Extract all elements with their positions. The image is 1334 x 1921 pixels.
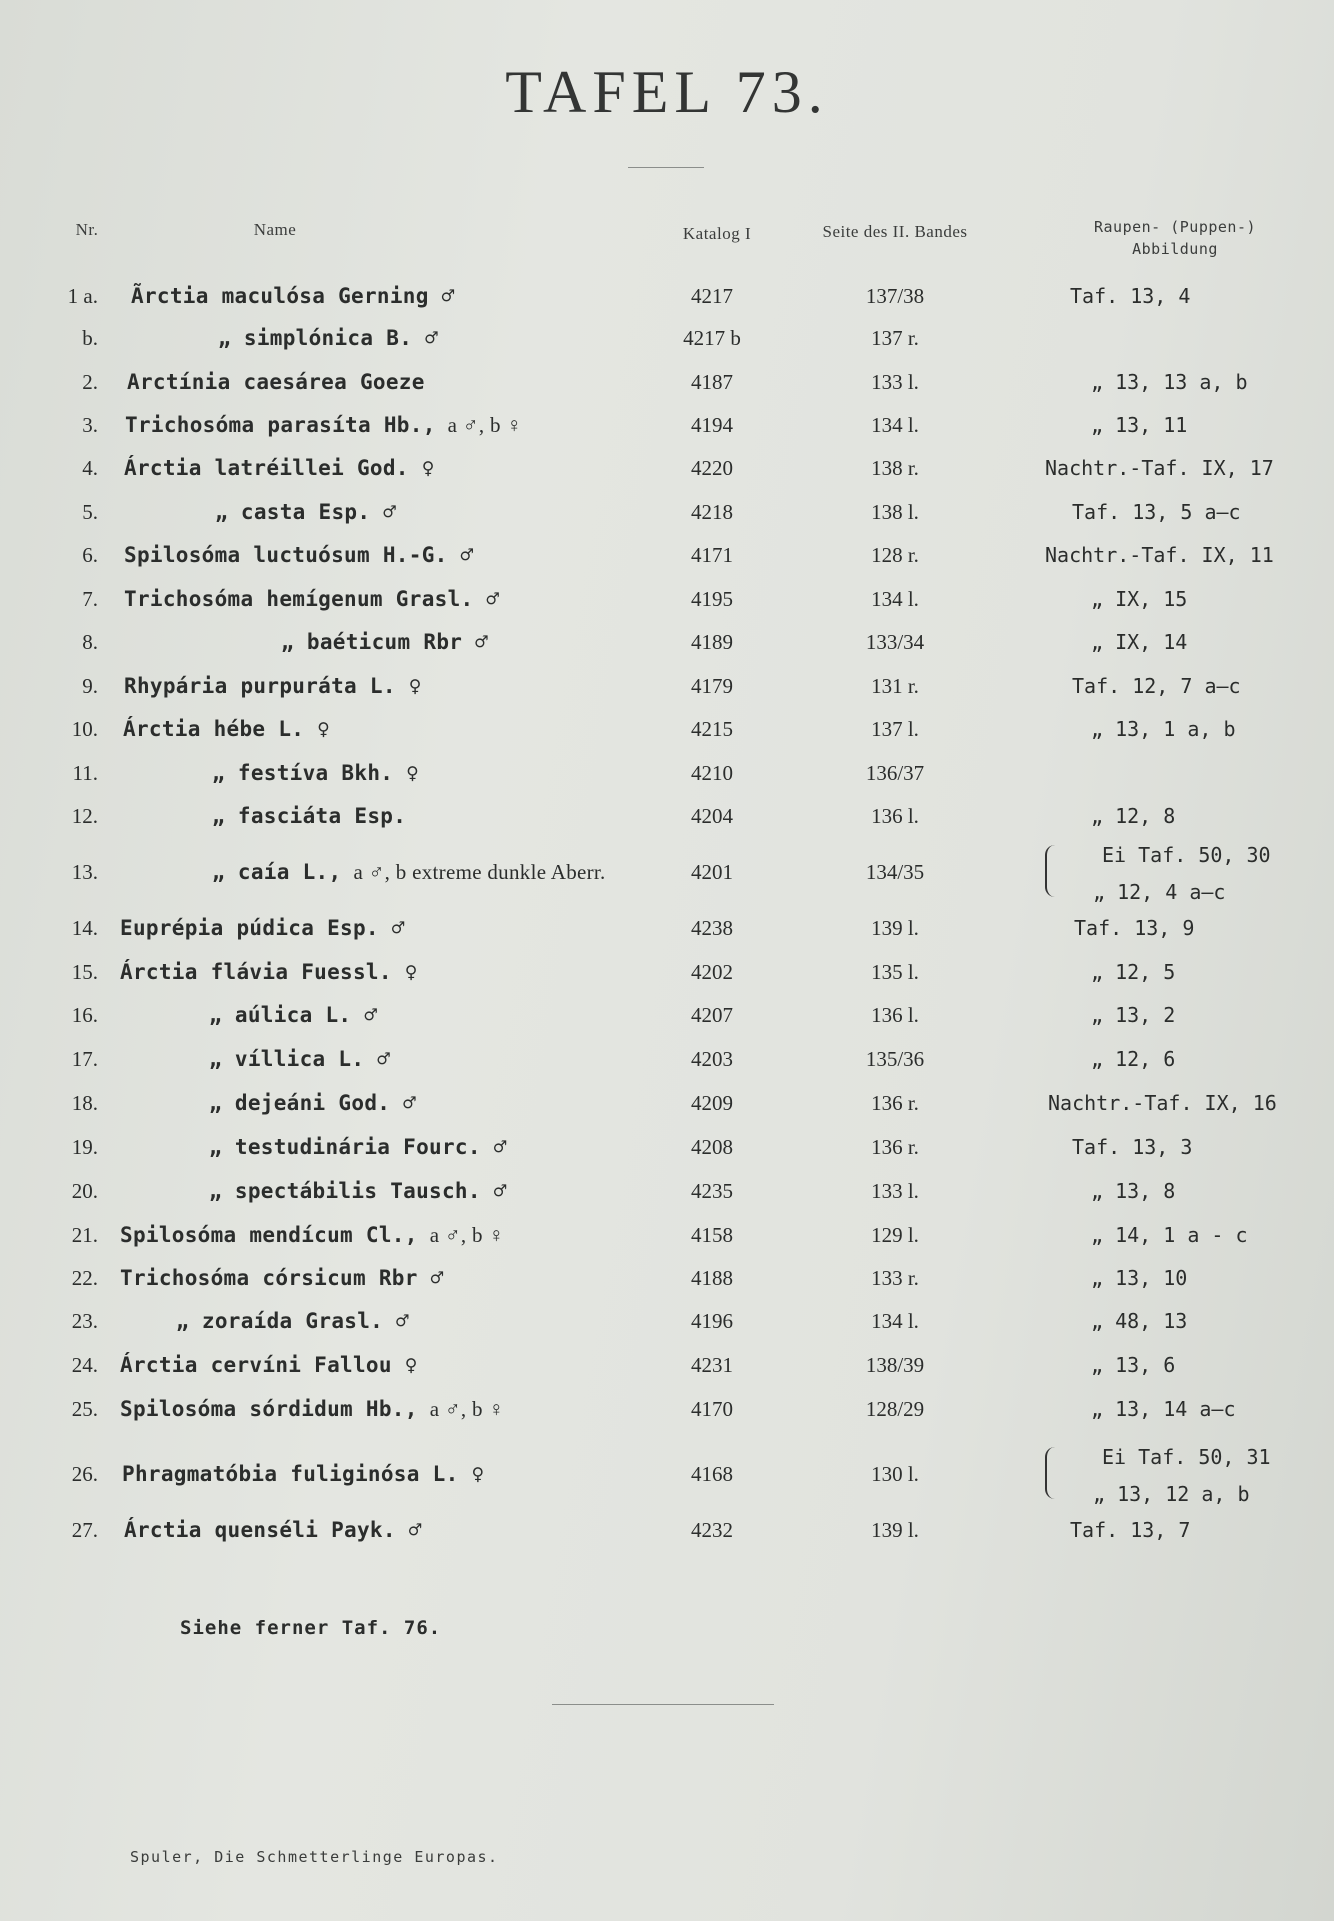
species-name-text: Árctia flávia Fuessl. ♀	[120, 960, 418, 984]
table-row	[0, 410, 1334, 440]
catalog-number: 4201	[691, 860, 733, 884]
catalog-number: 4171	[691, 543, 733, 567]
species-name-text: „ testudinária Fourc. ♂	[209, 1135, 507, 1159]
catalog-number: 4158	[691, 1223, 733, 1247]
catalog-number: 4189	[691, 630, 733, 654]
row-number: 27.	[71, 1518, 98, 1542]
species-name-text: Rhypária purpuráta L. ♀	[124, 674, 422, 698]
volume-page: 137/38	[865, 284, 925, 308]
catalog-number: 4195	[691, 587, 733, 611]
catalog-number: 4217 b	[683, 326, 741, 350]
volume-page: 128/29	[865, 1397, 925, 1421]
species-name-text: Árctia quenséli Payk. ♂	[124, 1518, 422, 1542]
species-name	[212, 857, 606, 887]
species-name	[212, 801, 406, 831]
volume-page: 134/35	[865, 860, 925, 884]
volume-page: 135/36	[865, 1047, 925, 1071]
larva-figure-ref: „ 13, 1 a, b	[1091, 717, 1236, 741]
header-raupen-line-2: Abbildung	[1132, 240, 1218, 258]
header-name: Name	[253, 220, 297, 239]
row-number: 24.	[71, 1353, 98, 1377]
larva-figure-ref: „ 13, 10	[1091, 1266, 1188, 1290]
row-number: 18.	[71, 1091, 98, 1115]
volume-page: 128 r.	[871, 543, 919, 567]
volume-page: 139 l.	[871, 916, 919, 940]
footer-reference: Siehe ferner Taf. 76.	[180, 1617, 442, 1639]
catalog-number: 4203	[691, 1047, 733, 1071]
row-number: 11.	[72, 761, 98, 785]
table-row	[0, 801, 1334, 831]
catalog-number: 4204	[691, 804, 733, 828]
larva-figure-ref: „ 12, 8	[1091, 804, 1176, 828]
row-number: 2.	[82, 370, 98, 394]
larva-figure-ref: Taf. 13, 7	[1070, 1518, 1191, 1542]
volume-page: 134 l.	[871, 1309, 919, 1333]
species-name-text: Arctínia caesárea Goeze	[127, 370, 425, 394]
header-katalog: Katalog I	[682, 224, 752, 243]
volume-page: 133 l.	[871, 370, 919, 394]
species-name-text: Phragmatóbia fuliginósa L. ♀	[122, 1462, 485, 1486]
catalog-number: 4188	[691, 1266, 733, 1290]
row-number: 7.	[82, 587, 98, 611]
title-rule	[628, 167, 704, 168]
header-raupen-line-1: Raupen- (Puppen-)	[1093, 218, 1257, 236]
species-name	[124, 1515, 422, 1545]
row-number: 20.	[71, 1179, 98, 1203]
table-row	[0, 1000, 1334, 1030]
volume-page: 134 l.	[871, 587, 919, 611]
larva-figure-ref: Taf. 12, 7 a—c	[1072, 674, 1241, 698]
species-name	[209, 1132, 507, 1162]
catalog-number: 4207	[691, 1003, 733, 1027]
row-number: 22.	[71, 1266, 98, 1290]
table-row	[0, 1394, 1334, 1424]
row-number: 23.	[71, 1309, 98, 1333]
footer-rule	[552, 1704, 774, 1705]
species-name	[120, 1220, 504, 1250]
table-row	[0, 453, 1334, 483]
volume-page: 134 l.	[871, 413, 919, 437]
species-name	[124, 584, 499, 614]
header-nr: Nr.	[75, 220, 99, 239]
volume-page: 133/34	[865, 630, 925, 654]
volume-page: 138 r.	[871, 456, 919, 480]
species-name	[131, 281, 455, 311]
table-row	[0, 540, 1334, 570]
species-name-text: „ simplónica B. ♂	[218, 326, 439, 350]
catalog-number: 4208	[691, 1135, 733, 1159]
species-forms: a ♂, b extreme dunkle Aberr.	[353, 860, 606, 884]
catalog-number: 4217	[691, 284, 733, 308]
table-row	[0, 758, 1334, 788]
species-name-text: „ fasciáta Esp.	[212, 804, 407, 828]
larva-figure-ref: Taf. 13, 4	[1070, 284, 1191, 308]
species-forms: a ♂, b ♀	[447, 413, 523, 437]
species-name	[209, 1044, 390, 1074]
row-number: 19.	[71, 1135, 98, 1159]
species-name	[209, 1000, 377, 1030]
species-name-text: „ dejeáni God. ♂	[209, 1091, 417, 1115]
larva-figure-ref: „ 48, 13	[1091, 1309, 1188, 1333]
header-seite: Seite des II. Bandes	[822, 222, 968, 241]
table-row	[0, 1350, 1334, 1380]
table-row	[0, 1088, 1334, 1118]
volume-page: 136/37	[865, 761, 925, 785]
volume-page: 137 r.	[871, 326, 919, 350]
volume-page: 131 r.	[871, 674, 919, 698]
species-name	[176, 1306, 409, 1336]
larva-figure-ref-2: „ 12, 4 a—c	[1093, 880, 1226, 904]
species-name	[125, 410, 522, 440]
species-name-text: „ aúlica L. ♂	[209, 1003, 378, 1027]
species-name	[124, 671, 422, 701]
species-name	[124, 453, 435, 483]
volume-page: 137 l.	[871, 717, 919, 741]
species-name	[281, 627, 488, 657]
row-number: 9.	[82, 674, 98, 698]
species-name-text: Árctia latréillei God. ♀	[124, 456, 435, 480]
larva-figure-ref: Ei Taf. 50, 30	[1102, 843, 1271, 867]
volume-page: 136 r.	[871, 1091, 919, 1115]
volume-page: 133 r.	[871, 1266, 919, 1290]
catalog-number: 4220	[691, 456, 733, 480]
larva-figure-ref: Nachtr.-Taf. IX, 11	[1045, 543, 1274, 567]
catalog-number: 4194	[691, 413, 733, 437]
table-row	[0, 1515, 1334, 1545]
catalog-number: 4187	[691, 370, 733, 394]
species-name-text: Árctia cervíni Fallou ♀	[120, 1353, 418, 1377]
larva-figure-ref: Taf. 13, 9	[1074, 916, 1195, 940]
species-name-text: Ãrctia maculósa Gerning ♂	[131, 284, 455, 308]
larva-figure-ref: Nachtr.-Taf. IX, 17	[1045, 456, 1274, 480]
row-number: 15.	[71, 960, 98, 984]
volume-page: 129 l.	[871, 1223, 919, 1247]
species-name-text: Árctia hébe L. ♀	[123, 717, 331, 741]
table-row	[0, 1044, 1334, 1074]
table-row	[0, 1306, 1334, 1336]
species-name-text: Trichosóma hemígenum Grasl. ♂	[124, 587, 500, 611]
catalog-number: 4218	[691, 500, 733, 524]
row-number: 13.	[71, 860, 98, 884]
catalog-number: 4209	[691, 1091, 733, 1115]
imprint: Spuler, Die Schmetterlinge Europas.	[130, 1848, 499, 1866]
row-number: 12.	[71, 804, 98, 828]
species-name	[122, 1459, 484, 1489]
larva-figure-ref: „ 13, 2	[1091, 1003, 1176, 1027]
larva-figure-ref: „ 14, 1 a - c	[1091, 1223, 1248, 1247]
brace-mark	[1045, 1447, 1055, 1499]
row-number: 8.	[82, 630, 98, 654]
brace-mark	[1045, 845, 1055, 897]
species-name	[120, 1394, 504, 1424]
species-name-text: Euprépia púdica Esp. ♂	[120, 916, 405, 940]
species-name-text: „ spectábilis Tausch. ♂	[209, 1179, 507, 1203]
volume-page: 138/39	[865, 1353, 925, 1377]
species-name-text: Spilosóma sórdidum Hb.,	[120, 1397, 418, 1421]
catalog-number: 4196	[691, 1309, 733, 1333]
row-number: 25.	[71, 1397, 98, 1421]
volume-page: 133 l.	[871, 1179, 919, 1203]
table-row	[0, 627, 1334, 657]
volume-page: 130 l.	[871, 1462, 919, 1486]
row-number: 3.	[82, 413, 98, 437]
species-name-text: „ zoraída Grasl. ♂	[176, 1309, 409, 1333]
species-name	[123, 714, 330, 744]
row-number: 4.	[82, 456, 98, 480]
species-name	[124, 540, 473, 570]
row-number: 10.	[71, 717, 98, 741]
larva-figure-ref: Taf. 13, 5 a—c	[1072, 500, 1241, 524]
species-name	[218, 323, 438, 353]
row-number: 17.	[71, 1047, 98, 1071]
larva-figure-ref: „ 13, 14 a—c	[1091, 1397, 1236, 1421]
species-forms: a ♂, b ♀	[429, 1397, 505, 1421]
larva-figure-ref: Taf. 13, 3	[1072, 1135, 1193, 1159]
page-title: TAFEL 73.	[505, 59, 829, 125]
species-name-text: „ baéticum Rbr ♂	[281, 630, 489, 654]
species-name	[215, 497, 396, 527]
larva-figure-ref: „ 12, 5	[1091, 960, 1176, 984]
table-row	[0, 714, 1334, 744]
catalog-number: 4202	[691, 960, 733, 984]
species-name	[212, 758, 419, 788]
table-row	[0, 1132, 1334, 1162]
volume-page: 136 r.	[871, 1135, 919, 1159]
species-name-text: „ caía L.,	[212, 860, 342, 884]
row-number: b.	[82, 326, 98, 350]
species-name-text: Trichosóma córsicum Rbr ♂	[120, 1266, 444, 1290]
table-row	[0, 1176, 1334, 1206]
table-row	[0, 1445, 1334, 1506]
species-name	[209, 1176, 507, 1206]
table-row	[0, 1220, 1334, 1250]
species-name	[127, 367, 425, 397]
row-number: 1 a.	[67, 284, 98, 308]
species-name	[120, 913, 405, 943]
row-number: 14.	[71, 916, 98, 940]
species-name	[120, 1263, 444, 1293]
species-name-text: „ festíva Bkh. ♀	[212, 761, 420, 785]
table-row	[0, 1263, 1334, 1293]
species-name-text: Spilosóma mendícum Cl.,	[120, 1223, 418, 1247]
species-name-text: „ casta Esp. ♂	[215, 500, 397, 524]
larva-figure-ref: Nachtr.-Taf. IX, 16	[1048, 1091, 1277, 1115]
table-row	[0, 584, 1334, 614]
larva-figure-ref: „ IX, 15	[1091, 587, 1188, 611]
larva-figure-ref: „ 13, 11	[1091, 413, 1188, 437]
species-name-text: Spilosóma luctuósum H.-G. ♂	[124, 543, 474, 567]
catalog-number: 4235	[691, 1179, 733, 1203]
row-number: 5.	[82, 500, 98, 524]
catalog-number: 4170	[691, 1397, 733, 1421]
volume-page: 139 l.	[871, 1518, 919, 1542]
catalog-number: 4168	[691, 1462, 733, 1486]
table-row	[0, 323, 1334, 353]
volume-page: 136 l.	[871, 1003, 919, 1027]
catalog-number: 4215	[691, 717, 733, 741]
catalog-number: 4231	[691, 1353, 733, 1377]
species-name	[209, 1088, 416, 1118]
table-row	[0, 957, 1334, 987]
volume-page: 138 l.	[871, 500, 919, 524]
catalog-number: 4179	[691, 674, 733, 698]
larva-figure-ref: „ 13, 6	[1091, 1353, 1176, 1377]
larva-figure-ref-2: „ 13, 12 a, b	[1093, 1482, 1250, 1506]
larva-figure-ref: „ 13, 8	[1091, 1179, 1176, 1203]
species-name	[120, 1350, 418, 1380]
larva-figure-ref: „ 13, 13 a, b	[1091, 370, 1248, 394]
species-name-text: Trichosóma parasíta Hb.,	[125, 413, 436, 437]
row-number: 26.	[71, 1462, 98, 1486]
larva-figure-ref: Ei Taf. 50, 31	[1102, 1445, 1271, 1469]
species-forms: a ♂, b ♀	[429, 1223, 505, 1247]
species-name	[120, 957, 418, 987]
larva-figure-ref: „ IX, 14	[1091, 630, 1188, 654]
catalog-number: 4232	[691, 1518, 733, 1542]
table-row	[0, 671, 1334, 701]
larva-figure-ref: „ 12, 6	[1091, 1047, 1176, 1071]
table-row	[0, 843, 1334, 904]
table-row	[0, 497, 1334, 527]
row-number: 16.	[71, 1003, 98, 1027]
volume-page: 136 l.	[871, 804, 919, 828]
catalog-number: 4238	[691, 916, 733, 940]
header-raupen	[1050, 216, 1300, 260]
table-row	[0, 367, 1334, 397]
volume-page: 135 l.	[871, 960, 919, 984]
table-row	[0, 281, 1334, 311]
table-row	[0, 913, 1334, 943]
species-name-text: „ víllica L. ♂	[209, 1047, 391, 1071]
row-number: 6.	[82, 543, 98, 567]
row-number: 21.	[71, 1223, 98, 1247]
catalog-number: 4210	[691, 761, 733, 785]
